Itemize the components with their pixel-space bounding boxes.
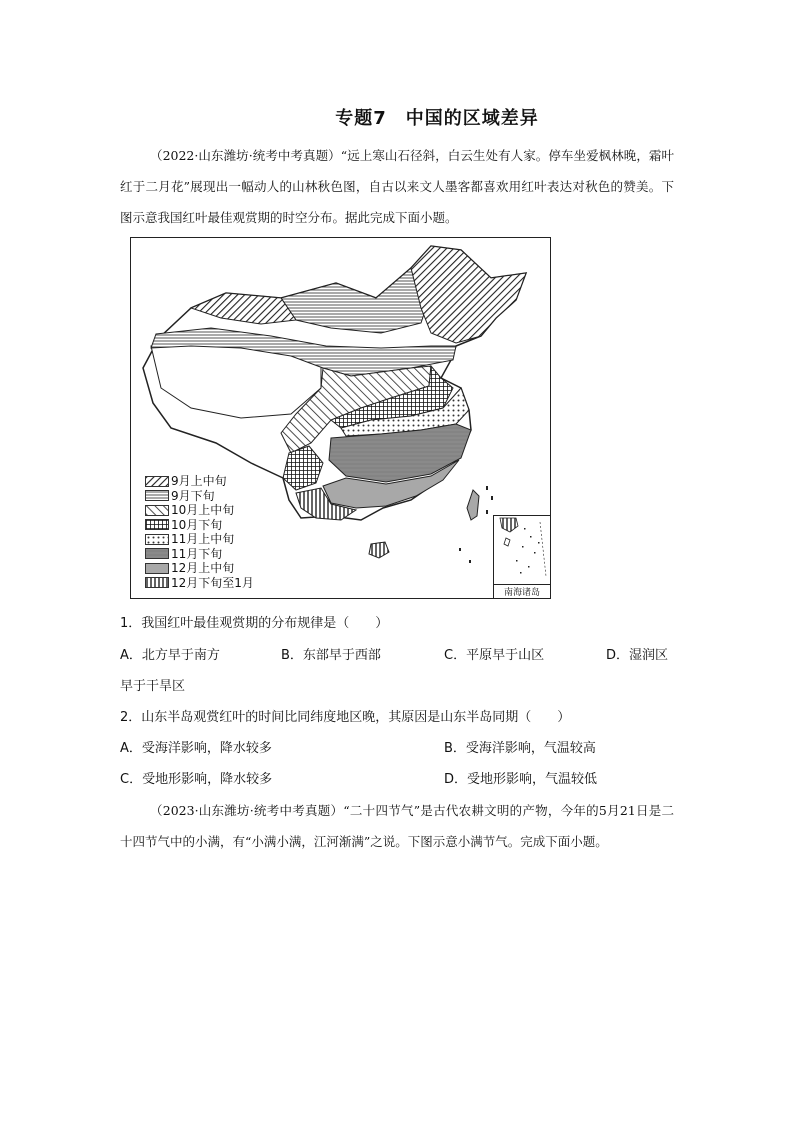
q1-option-d: D．湿润区 <box>606 648 669 663</box>
q1-option-d-continuation: 早于干旱区 <box>120 679 186 694</box>
legend-item <box>145 532 254 547</box>
legend-item <box>145 518 254 533</box>
legend-label: 11月下旬 <box>171 546 223 561</box>
question-1-stem: 1．我国红叶最佳观赏期的分布规律是（ ） <box>120 616 389 631</box>
q2-option-b: B．受海洋影响，气温较高 <box>444 741 596 756</box>
legend-label: 11月上中旬 <box>171 532 235 546</box>
legend-label: 10月上中旬 <box>171 503 235 517</box>
intro-paragraph-2: （2023·山东潍坊·统考中考真题）“二十四节气”是古代农耕文明的产物，今年的5月21日是二十四节气中的小满，有“小满小满，江河渐满”之说。下图示意小满节气。完成下面小题。 <box>120 803 674 849</box>
legend-label: 9月上中旬 <box>171 474 227 488</box>
legend-item <box>145 503 254 518</box>
map-legend <box>145 474 254 590</box>
red-leaf-map <box>130 237 551 599</box>
legend-label: 12月上中旬 <box>171 561 235 575</box>
question-2-stem: 2．山东半岛观赏红叶的时间比同纬度地区晚，其原因是山东半岛同期（ ） <box>120 710 571 725</box>
inset-islands-svg <box>494 516 550 582</box>
q2-option-c: C．受地形影响，降水较多 <box>120 772 273 787</box>
q2-option-a: A．受海洋影响，降水较多 <box>120 741 272 756</box>
legend-item <box>145 561 254 576</box>
legend-item <box>145 576 254 591</box>
q2-option-d: D．受地形影响，气温较低 <box>444 772 598 787</box>
q1-option-a: A．北方早于南方 <box>120 648 220 663</box>
south-china-sea-inset <box>493 515 550 598</box>
legend-label: 9月下旬 <box>171 488 215 503</box>
hainan-island <box>369 542 389 558</box>
q1-option-c: C．平原早于山区 <box>444 648 545 663</box>
legend-item <box>145 474 254 489</box>
inset-label: 南海诸岛 <box>494 584 550 598</box>
legend-item <box>145 547 254 562</box>
intro-paragraph-1: （2022·山东潍坊·统考中考真题）“远上寒山石径斜，白云生处有人家。停车坐爱枫林晚，霜叶红于二月花”展现出一幅动人的山林秋色图，自古以来文人墨客都喜欢用红叶表达对秋色的赞美。下图示意我国红叶最佳观赏期的时空分布。据此完成下面小题。 <box>120 148 674 225</box>
taiwan-island <box>467 490 479 520</box>
legend-item <box>145 489 254 504</box>
legend-label: 12月下旬至1月 <box>171 575 254 590</box>
page-title: 专题7 中国的区域差异 <box>335 108 539 129</box>
legend-label: 10月下旬 <box>171 517 223 532</box>
q1-option-b: B．东部早于西部 <box>281 648 381 663</box>
